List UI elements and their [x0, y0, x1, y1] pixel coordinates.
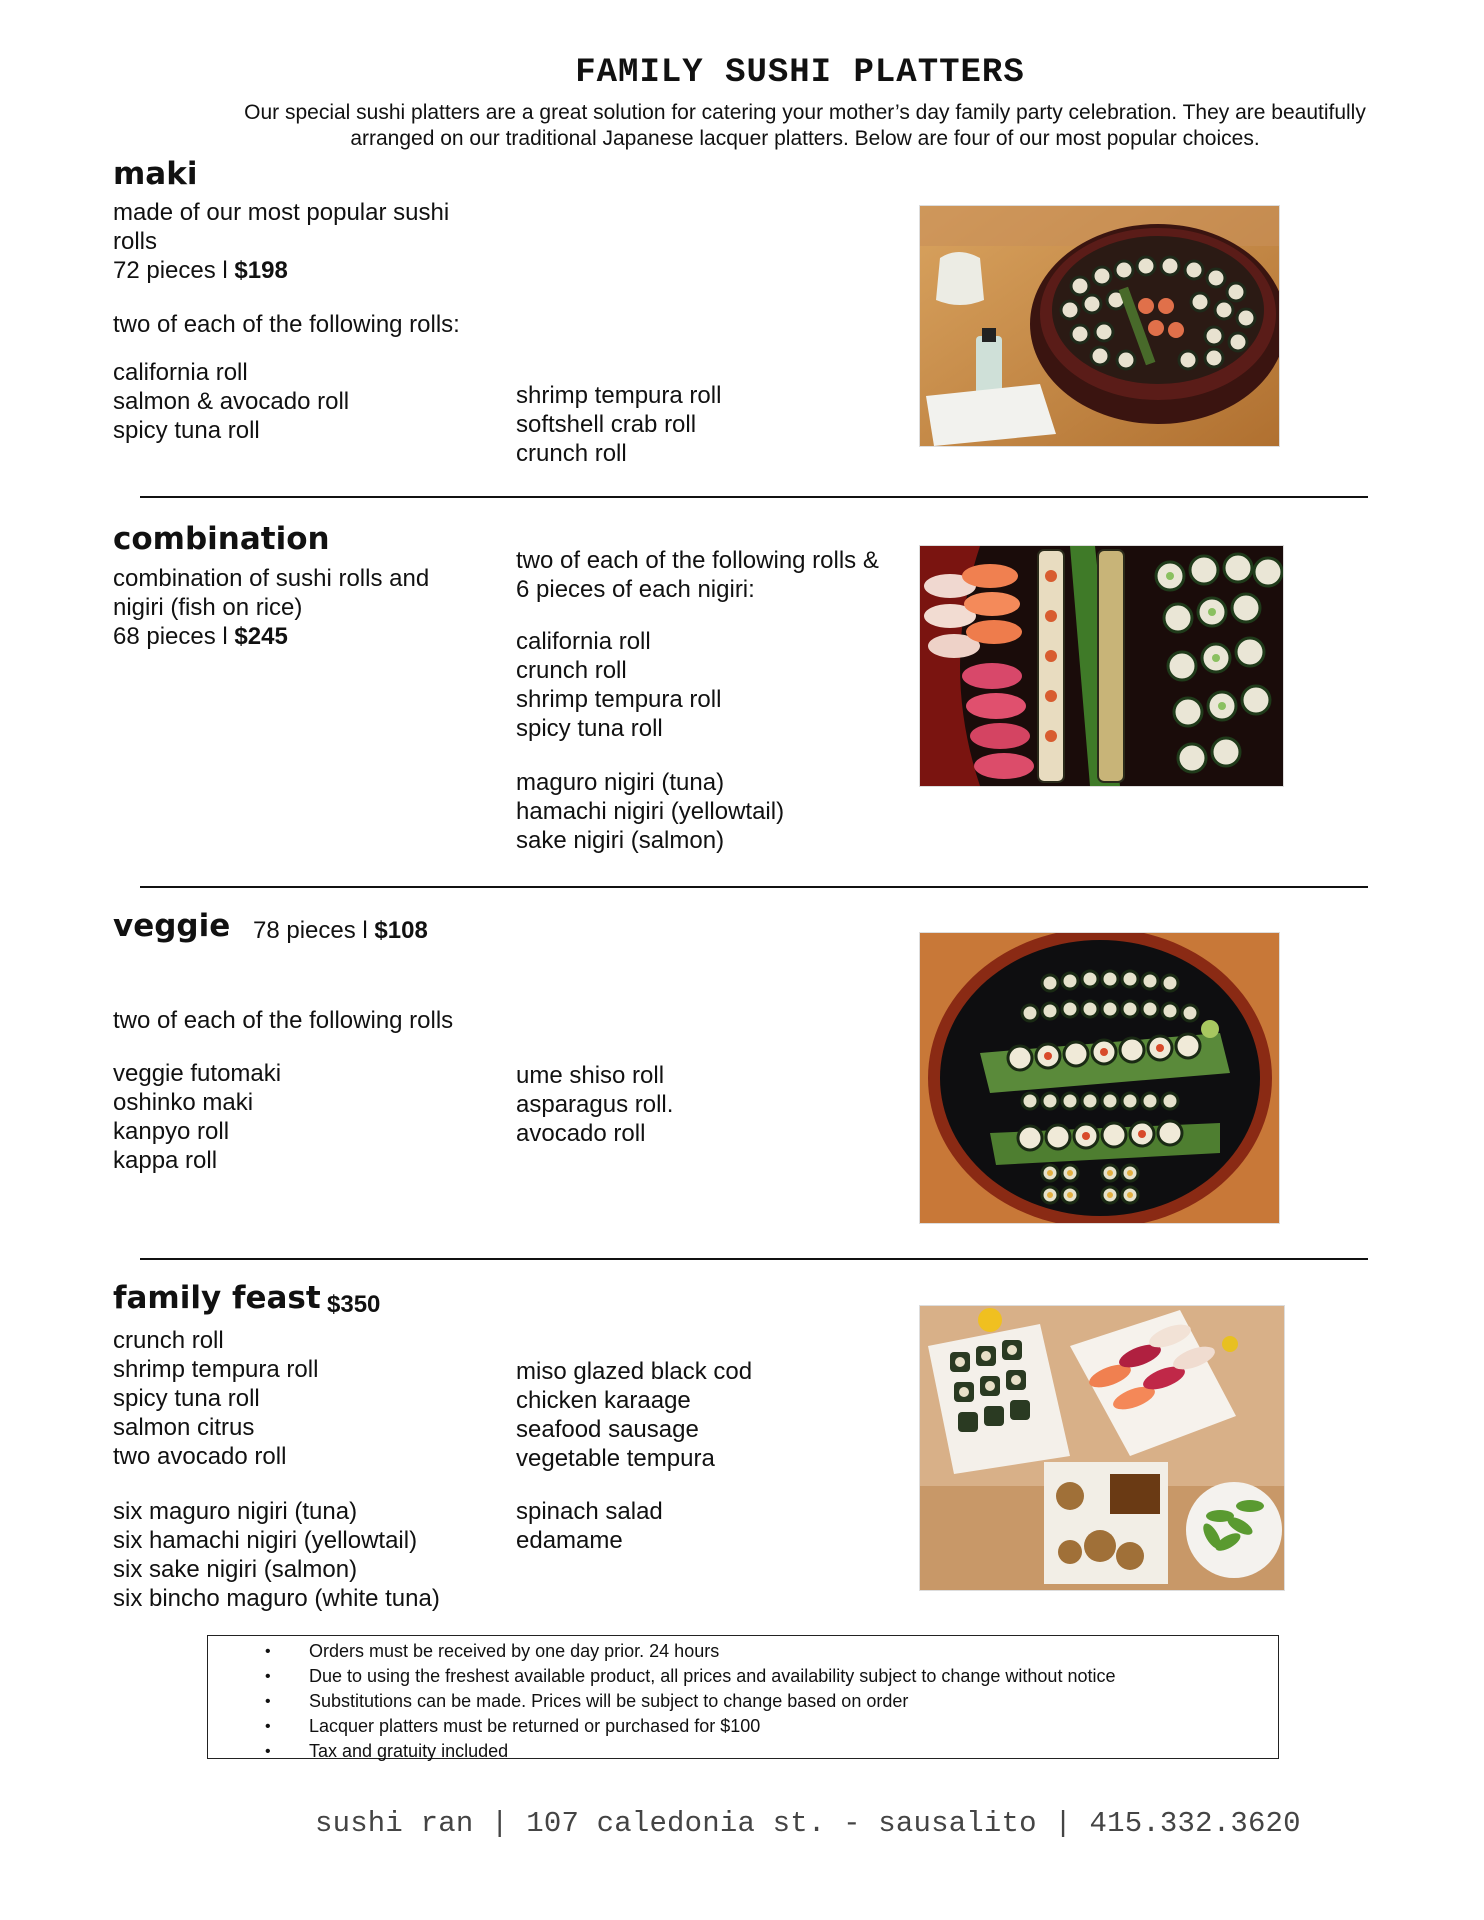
list-item: shrimp tempura roll: [516, 382, 722, 409]
list-item: seafood sausage: [516, 1416, 699, 1443]
combination-platter-photo: [919, 545, 1284, 787]
veggie-platter-photo: [919, 932, 1280, 1224]
list-item: spinach salad: [516, 1498, 663, 1525]
intro-text: Our special sushi platters are a great solution for catering your mother’s day family party celebration. They are beautifully arranged on our traditional Japanese lacquer platters. Below are four of our most popular choices.: [244, 101, 1366, 150]
list-item: spicy tuna roll: [113, 417, 260, 444]
list-item: spicy tuna roll: [113, 1385, 260, 1412]
list-item: crunch roll: [516, 440, 627, 467]
maki-title: maki: [113, 156, 198, 192]
family-feast-price-wrap: [327, 1290, 380, 1319]
family-feast-nigiri: [113, 1497, 440, 1613]
family-feast-photo: [919, 1305, 1285, 1591]
list-item: avocado roll: [516, 1120, 646, 1147]
list-item: • Substitutions can be made. Prices will be subject to change based on order: [309, 1689, 1278, 1714]
veggie-intro: two of each of the following rolls: [113, 1007, 454, 1034]
combination-title: combination: [113, 521, 330, 557]
list-item: softshell crab roll: [516, 411, 697, 438]
combination-price: $245: [234, 623, 288, 650]
list-item: • Lacquer platters must be returned or purchased for $100: [309, 1714, 1278, 1739]
list-item: • Due to using the freshest available product, all prices and availability subject to change without notice: [309, 1664, 1278, 1689]
list-item: miso glazed black cod: [516, 1358, 753, 1385]
family-feast-title: family feast: [113, 1280, 321, 1316]
maki-pieces-price: [113, 256, 449, 285]
list-item: california roll: [113, 359, 248, 386]
list-item: oshinko maki: [113, 1089, 254, 1116]
list-item: veggie futomaki: [113, 1060, 282, 1087]
list-item: crunch roll: [113, 1327, 224, 1354]
maki-intro: two of each of the following rolls:: [113, 311, 460, 338]
combination-desc-line: nigiri (fish on rice): [113, 594, 303, 621]
policy-notes-list: [208, 1639, 1278, 1764]
list-item: six maguro nigiri (tuna): [113, 1498, 358, 1525]
maki-rolls-col1: [113, 358, 349, 445]
list-item: six hamachi nigiri (yellowtail): [113, 1527, 418, 1554]
combination-intro-line: two of each of the following rolls &: [516, 547, 879, 574]
list-item: two avocado roll: [113, 1443, 287, 1470]
list-item: ume shiso roll: [516, 1062, 665, 1089]
list-item: asparagus roll.: [516, 1091, 674, 1118]
list-item: • Orders must be received by one day prior. 24 hours: [309, 1639, 1278, 1664]
family-feast-price: $350: [327, 1291, 381, 1318]
list-item: six bincho maguro (white tuna): [113, 1585, 440, 1612]
combination-description: [113, 564, 429, 651]
policy-notes-box: [207, 1635, 1279, 1759]
list-item: spicy tuna roll: [516, 715, 663, 742]
maki-price: $198: [234, 257, 288, 284]
veggie-pieces-price: [253, 916, 428, 945]
maki-description: [113, 198, 449, 285]
list-item: maguro nigiri (tuna): [516, 769, 725, 796]
combination-rolls: [516, 627, 721, 743]
combination-intro: [516, 546, 879, 604]
list-item: shrimp tempura roll: [113, 1356, 319, 1383]
maki-pieces: 72 pieces l: [113, 257, 235, 284]
combination-pieces: 68 pieces l: [113, 623, 235, 650]
combination-pieces-price: [113, 622, 429, 651]
list-item: edamame: [516, 1527, 623, 1554]
list-item: chicken karaage: [516, 1387, 691, 1414]
list-item: • Tax and gratuity included: [309, 1739, 1278, 1764]
veggie-title: veggie: [113, 908, 231, 944]
maki-desc-line: made of our most popular sushi: [113, 199, 450, 226]
family-feast-rolls: [113, 1326, 318, 1471]
maki-rolls-col2: [516, 381, 721, 468]
family-feast-sides: [516, 1497, 663, 1555]
veggie-rolls-col2: [516, 1061, 673, 1148]
list-item: crunch roll: [516, 657, 627, 684]
section-divider: [140, 1258, 1368, 1260]
list-item: six sake nigiri (salmon): [113, 1556, 358, 1583]
maki-platter-photo: [919, 205, 1280, 447]
section-divider: [140, 496, 1368, 498]
veggie-pieces: 78 pieces l: [253, 917, 375, 944]
veggie-rolls-col1: [113, 1059, 281, 1175]
veggie-price: $108: [374, 917, 428, 944]
list-item: hamachi nigiri (yellowtail): [516, 798, 785, 825]
list-item: kanpyo roll: [113, 1118, 230, 1145]
list-item: vegetable tempura: [516, 1445, 715, 1472]
list-item: salmon & avocado roll: [113, 388, 350, 415]
list-item: sake nigiri (salmon): [516, 827, 725, 854]
footer-contact: sushi ran | 107 caledonia st. - sausalito | 415.332.3620: [315, 1807, 1301, 1840]
combination-nigiri: [516, 768, 784, 855]
family-feast-hot-dishes: [516, 1357, 752, 1473]
list-item: california roll: [516, 628, 651, 655]
list-item: kappa roll: [113, 1147, 218, 1174]
list-item: shrimp tempura roll: [516, 686, 722, 713]
list-item: salmon citrus: [113, 1414, 255, 1441]
section-divider: [140, 886, 1368, 888]
combination-desc-line: combination of sushi rolls and: [113, 565, 430, 592]
page-title: FAMILY SUSHI PLATTERS: [575, 54, 1025, 92]
combination-intro-line: 6 pieces of each nigiri:: [516, 576, 755, 603]
maki-desc-line: rolls: [113, 228, 158, 255]
